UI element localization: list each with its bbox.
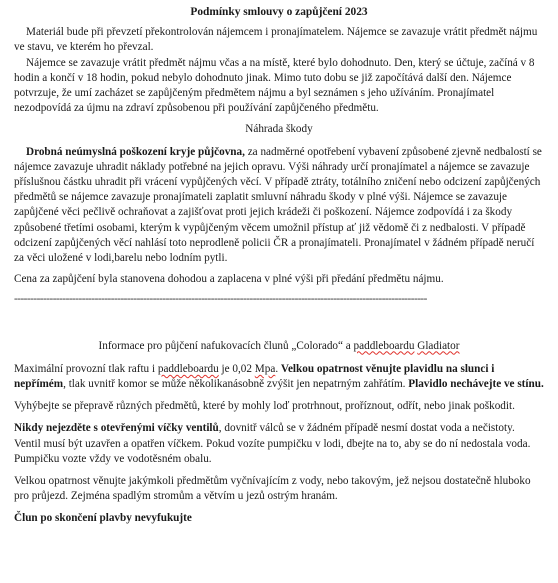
pressure-bold-sun: Velkou opatrnost věnujte plavidlu na slunci i nepřímém	[14, 362, 495, 391]
spellcheck-word: Gladiator	[417, 339, 460, 352]
pressure-text: Maximální provozní tlak raftu i	[14, 362, 158, 375]
paragraph-damage	[14, 145, 544, 267]
paragraph-pressure	[14, 362, 544, 392]
valves-bold-text: Nikdy nejezděte s otevřenými víčky ventilů	[14, 422, 219, 435]
pressure-text: je 0,02	[218, 362, 255, 375]
divider-line: --------------------------------------------------------------------------------------------------------------------------------	[14, 293, 427, 306]
spellcheck-word: paddleboardu	[157, 362, 219, 375]
paragraph-price: Cena za zapůjčení byla stanovena dohodou a zaplacena v plné výši při předání předmětu nájmu.	[14, 273, 444, 286]
spellcheck-word: paddleboardu	[353, 339, 415, 352]
heading-damage-compensation: Náhrada škody	[245, 123, 313, 136]
valves-text: , dovnitř válců se v žádném případě nesmí dostat voda a nečistoty. Ventil musí být uzavřen a opatřen víčkem. Pokud vozíte pumpičku v lodi, dbejte na to, aby se do ní nedostala voda. Pumpičku vozte vždy ve vodotěsném obalu.	[14, 422, 531, 465]
paragraph-avoid-objects: Vyhýbejte se přepravě různých předmětů, které by mohly loď protrhnout, proříznout, odřít, nebo jinak poškodit.	[14, 400, 515, 413]
pressure-text: , tlak uvnitř komor se může několikanásobně zvýšit jen nepatrným zahřátím.	[63, 378, 409, 391]
paragraph-return-terms: Nájemce se zavazuje vrátit předmět nájmu včas a na místě, které bylo dohodnuto. Den, který se účtuje, začíná v 8 hodin a končí v 18 hodin, pokud nebylo dohodnuto jinak. Mimo tuto dobu se již započítává další den. Nájemce potvrzuje, že umí zacházet se zapůjčeným předmětem nájmu a byl seznámen s jeho užíváním. Pronajímatel nezodpovídá za újmu na zdraví způsobenou při používání zapůjčeného předmětu.	[14, 56, 535, 115]
document-title: Podmínky smlouvy o zapůjčení 2023	[190, 6, 368, 18]
spellcheck-word: Mpa	[254, 362, 276, 375]
paragraph-valves	[14, 421, 544, 467]
paragraph-handover: Materiál bude při převzetí překontrolován nájemcem i pronajímatelem. Nájemce se zavazuje vrátit předmět nájmu ve stavu, ve kterém ho převzal.	[14, 26, 538, 54]
pressure-text: .	[275, 362, 281, 375]
damage-text: za nadměrné opotřebení vybavení způsobené zjevně nedbalostí se nájemce zavazuje uhradit náklady potřebné na jejich opravu. Výši náhrady určí pronajímatel a nájemce se zavazuje příslušnou částku uhradit při vrácení vypůjčených věcí. V případě ztráty, totálního zničení nebo odcizení zapůjčených předmětů se nájemce zavazuje pronajímateli zaplatit smluvní náhradu škody v plné výši. Nájemce se zavazuje zapůjčené věci pečlivě ochraňovat a zajišťovat proti jejich krádeži či poškození. Nájemce zodpovídá i za škody způsobené třetími osobami, kterým k vypůjčeným věcem umožnil přístup ať již vědomě či z nedbalosti. V případě odcizení zapůjčených věcí nahlásí toto neprodleně policii ČR a pronajímateli. Pronajímatel v žádném případě neručí za věci uložené v lodi,barelu nebo lodním pytli.	[14, 145, 542, 265]
heading-boat-info	[14, 339, 544, 354]
damage-bold-text: Drobná neúmyslná poškození kryje půjčovna,	[26, 145, 245, 158]
pressure-bold-shade: Plavidlo nechávejte ve stínu.	[408, 378, 544, 391]
final-bold-text: Člun po skončení plavby nevyfukujte	[14, 512, 192, 525]
paragraph-caution: Velkou opatrnost věnujte jakýmkoli předmětům vyčnívajícím z vody, nebo takovým, jež nejsou dostatečně hluboko pro průjezd. Zejména spadlým stromům a větvím u jezů ostrým hranám.	[14, 475, 531, 503]
paragraph-final-bold	[14, 511, 544, 526]
boat-info-text: Informace pro půjčení nafukovacích člunů „Colorado“ a	[98, 339, 354, 352]
